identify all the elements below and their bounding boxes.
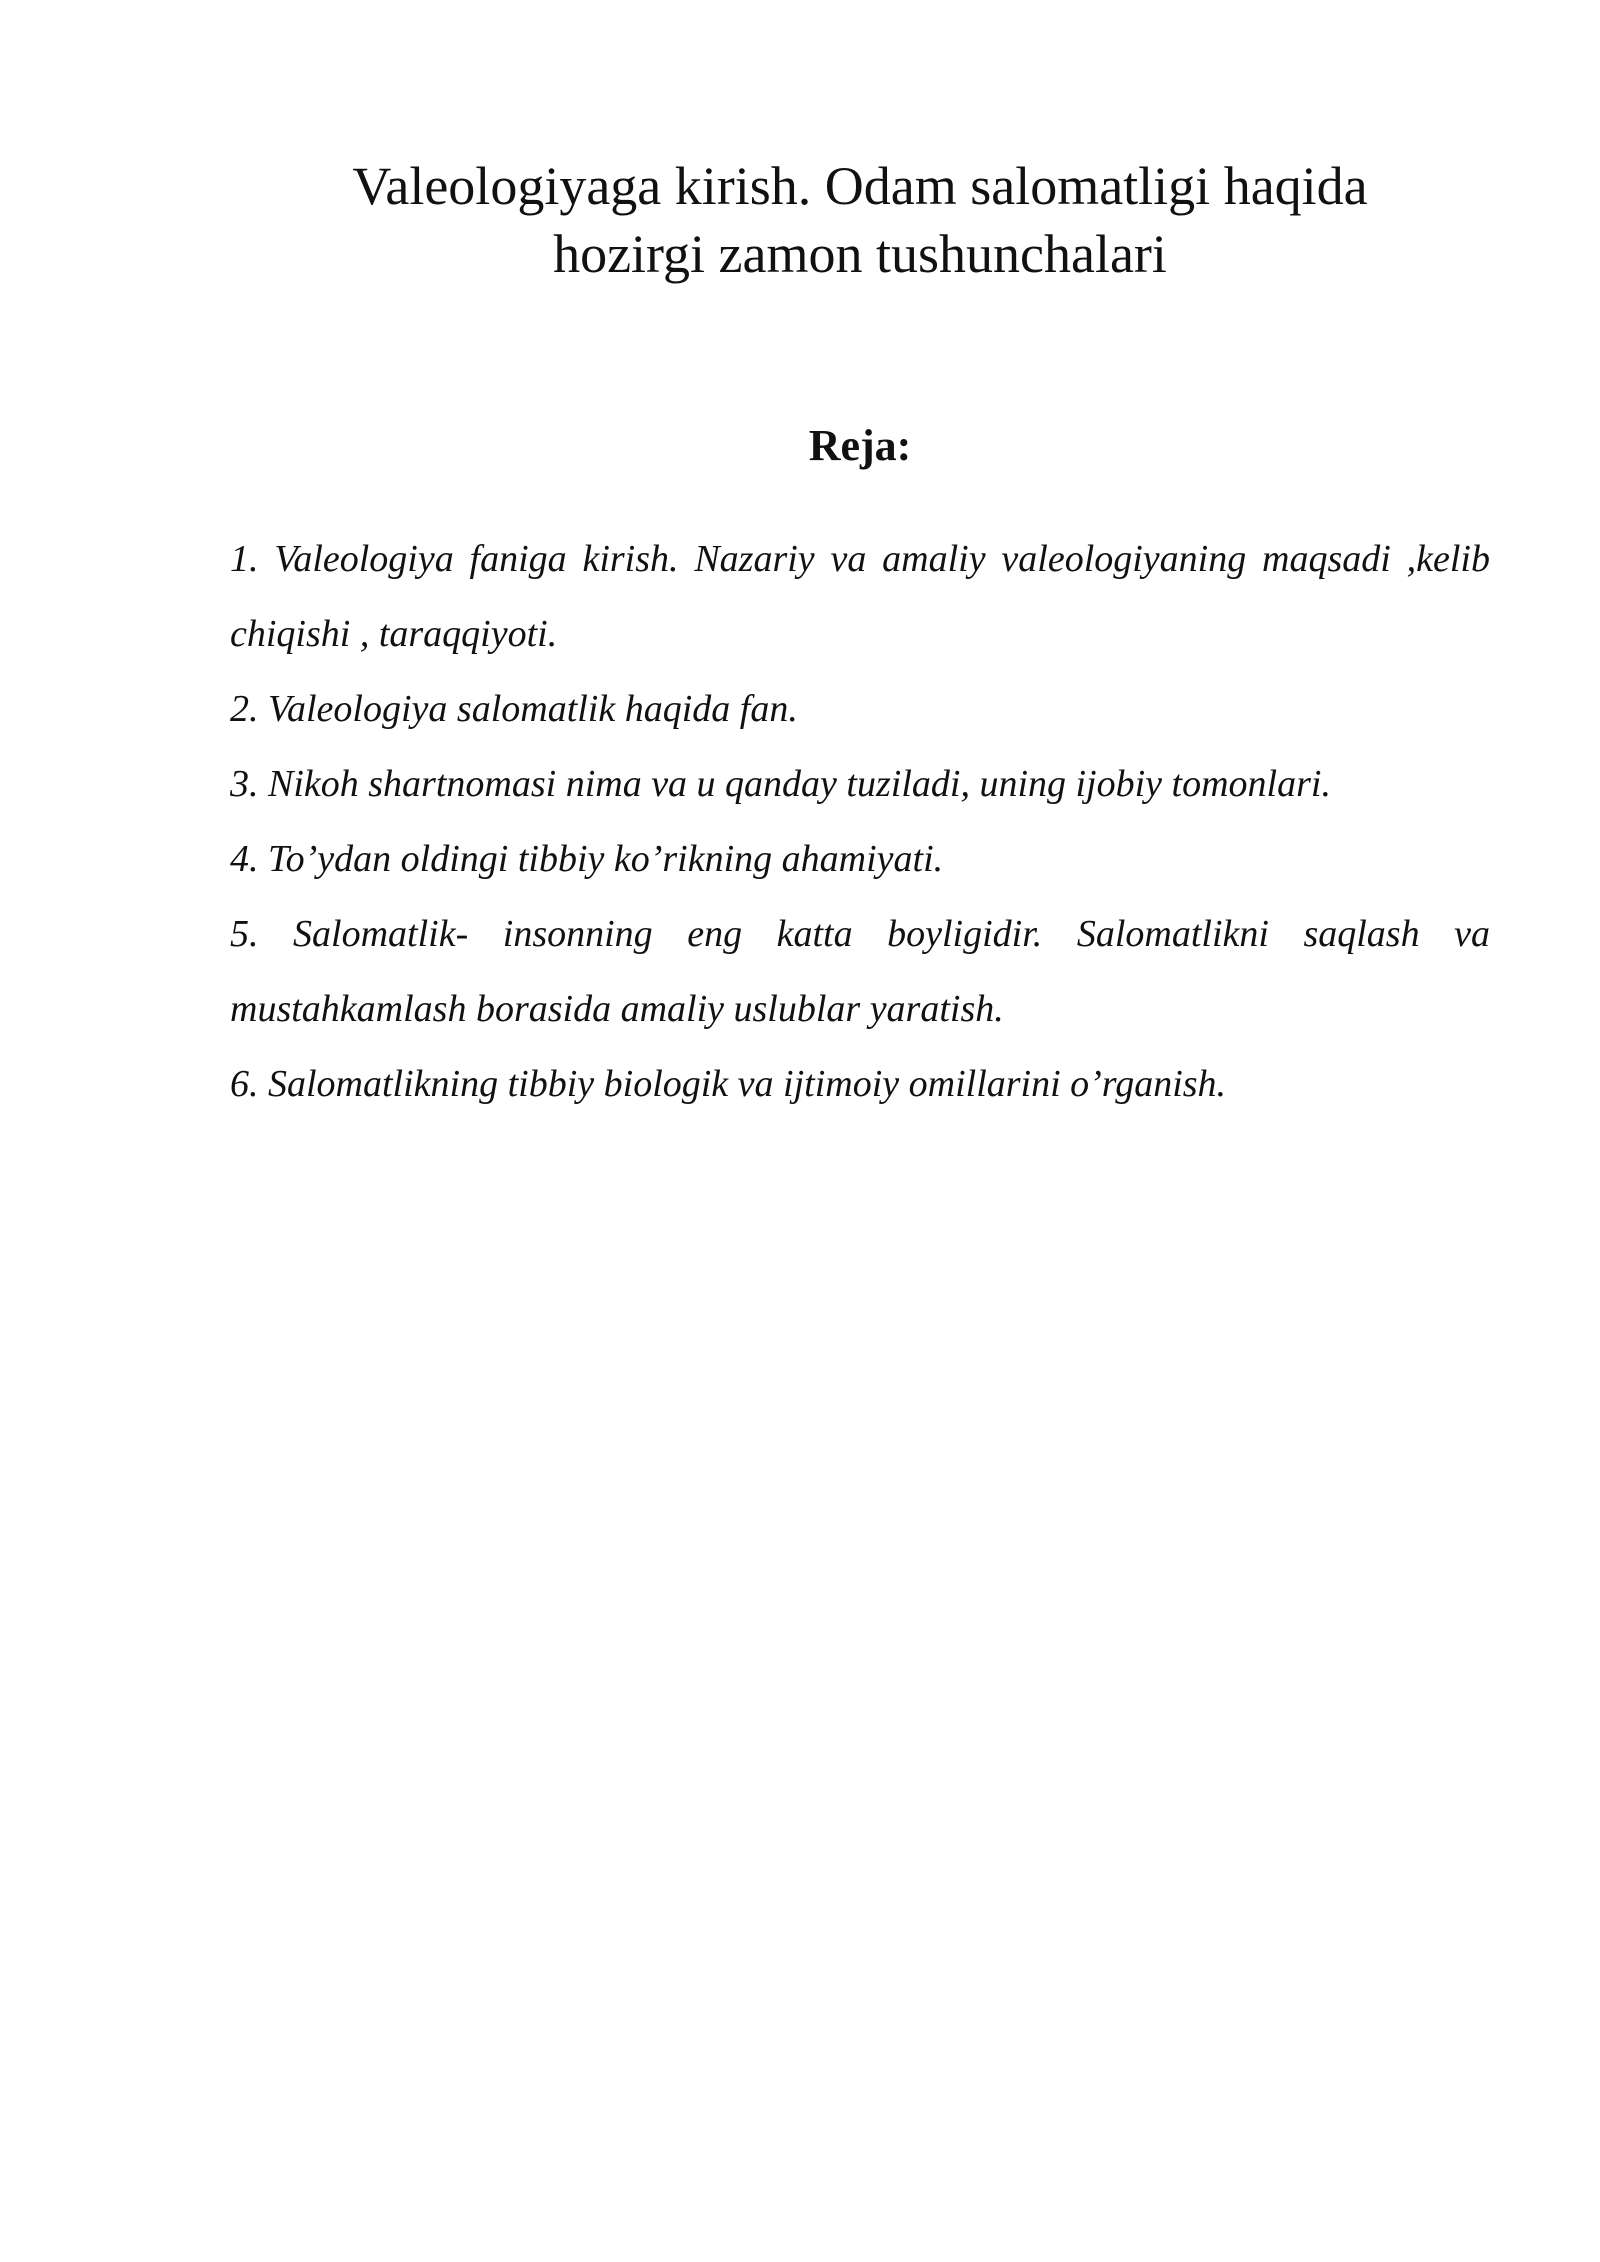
- plan-list: [230, 522, 1490, 1122]
- plan-item-2: 2. Valeologiya salomatlik haqida fan.: [230, 688, 798, 730]
- plan-item-4: 4. To’ydan oldingi tibbiy ko’rikning ahamiyati.: [230, 838, 944, 880]
- plan-heading: Reja:: [808, 421, 912, 470]
- document-title: Valeologiyaga kirish. Odam salomatligi haqida hozirgi zamon tushunchalari: [352, 156, 1368, 284]
- plan-item-3: 3. Nikoh shartnomasi nima va u qanday tuziladi, uning ijobiy tomonlari.: [230, 763, 1331, 805]
- plan-item-1: 1. Valeologiya faniga kirish. Nazariy va amaliy valeologiyaning maqsadi ,kelib chiqishi , taraqqiyoti.: [230, 538, 1490, 655]
- plan-item-6: 6. Salomatlikning tibbiy biologik va ijtimoiy omillarini o’rganish.: [230, 1063, 1227, 1105]
- plan-item-5: 5. Salomatlik- insonning eng katta boyligidir. Salomatlikni saqlash va mustahkamlash borasida amaliy uslublar yaratish.: [230, 913, 1490, 1030]
